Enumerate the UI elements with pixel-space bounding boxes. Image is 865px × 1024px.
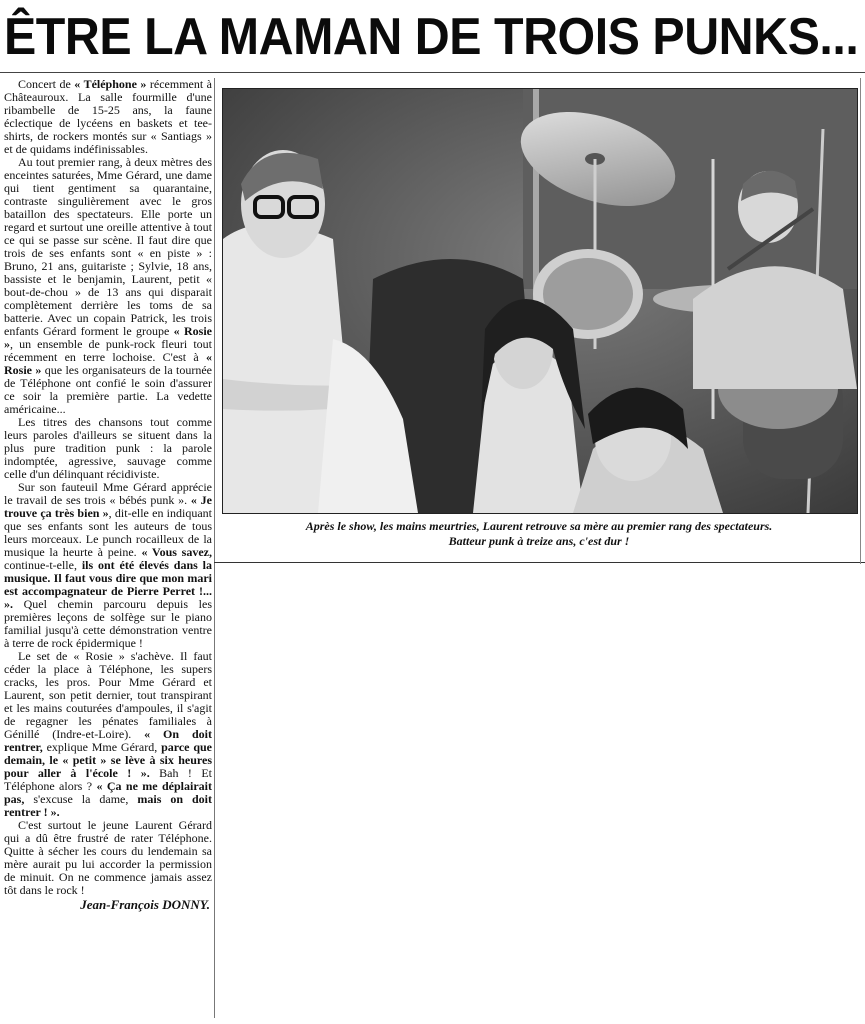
- text-run: , dit-elle en indiquant que ses enfants sont les auteurs de tous leurs morceaux. Le punch rocailleux de la musique la heurte à peine.: [4, 506, 212, 559]
- caption-line-1: Après le show, les mains meurtries, Laurent retrouve sa mère au premier rang des spectateurs.: [305, 519, 773, 533]
- text-run: s'excuse la dame,: [24, 792, 138, 806]
- section-rule: [214, 562, 865, 563]
- article-paragraph: [4, 78, 212, 156]
- bold-quote: « Ça ne me déplairait pas,: [4, 779, 212, 806]
- text-run: continue-t-elle,: [4, 558, 82, 572]
- bold-quote: parce que demain, le « petit » se lève à six heures pour aller à l'école ! ».: [4, 740, 212, 780]
- text-run: que les organisateurs de la tournée de Téléphone ont confié le soin d'assurer ce soir la première partie. La vedette américaine...: [4, 363, 212, 416]
- article-paragraph: [4, 819, 212, 897]
- text-run: , un ensemble de punk-rock fleuri tout récemment en terre lochoise. C'est à: [4, 337, 212, 364]
- article-paragraph: [4, 481, 212, 650]
- text-run: Les titres des chansons tout comme leurs paroles d'ailleurs se situent dans la plus pure tradition punk : la parole indomptée, agressive, sauvage comme celle d'un délinquant récidiviste.: [4, 415, 212, 481]
- article-paragraph: [4, 650, 212, 819]
- text-run: Sur son fauteuil Mme Gérard apprécie le travail de ses trois « bébés punk ».: [4, 480, 212, 507]
- text-run: C'est surtout le jeune Laurent Gérard qui a dû être frustré de rater Téléphone. Quitte à sécher les cours du lendemain sa mère aurait pu lui accorder la permission de minuit. On ne commence jamais assez tôt dans le rock !: [4, 818, 212, 897]
- bold-quote: « On doit rentrer,: [4, 727, 212, 754]
- bold-quote: « Téléphone »: [74, 78, 147, 91]
- text-run: Concert de: [18, 78, 75, 91]
- text-run: Bah ! Et Téléphone alors ?: [4, 766, 212, 793]
- bold-quote: « Rosie »: [4, 350, 212, 377]
- concert-photo: [222, 88, 858, 514]
- bold-quote: « Rosie »: [4, 324, 212, 351]
- right-column-divider: [860, 78, 861, 564]
- text-run: Au tout premier rang, à deux mètres des enceintes saturées, Mme Gérard, une dame qui tient gentiment sa quarantaine, contraste singulièrement avec le gros bataillon des spectateurs. Elle porte un regard et surtout une oreille attentive à tout ce qui se passe sur scène. Il faut dire que trois de ses enfants sont « en piste » : Bruno, 21 ans, guitariste ; Sylvie, 18 ans, bassiste et le benjamin, Laurent, petit « bout-de-chou » de 13 ans qui disparait complètement derrière les toms de sa batterie. Avec un copain Patrick, les trois enfants Gérard forment le groupe: [4, 155, 212, 338]
- text-run: Quel chemin parcouru depuis les premières leçons de solfège sur le piano familial jusqu'à cette démonstration ventre à terre de rock épidermique !: [4, 597, 212, 650]
- top-rule: [0, 72, 865, 73]
- text-run: explique Mme Gérard,: [42, 740, 162, 754]
- article-paragraphs: [4, 78, 212, 897]
- photo-caption: [222, 519, 856, 553]
- article-paragraph: [4, 416, 212, 481]
- bold-quote: mais on doit rentrer ! ».: [4, 792, 212, 819]
- article-body: [4, 78, 212, 1018]
- bold-quote: « Je trouve ça très bien »: [4, 493, 212, 520]
- bold-quote: ils ont été élevés dans la musique. Il faut vous dire que mon mari est accompagnateur de Pierre Perret !... ».: [4, 558, 212, 611]
- byline: Jean-François DONNY.: [80, 897, 210, 912]
- text-run: Le set de « Rosie » s'achève. Il faut céder la place à Téléphone, les supers cracks, les pros. Pour Mme Gérard et Laurent, son petit dernier, tout transpirant et les mains couturées d'ampoules, il s'agit de regagner les pénates familiales à Génillé (Indre-et-Loire).: [4, 649, 212, 741]
- text-run: récemment à Châteauroux. La salle fourmille d'une ribambelle de 15-25 ans, la faune éclectique de lycéens en baskets et tee-shirts, de rockers montés sur « Santiags » et de quidams indéfinissables.: [4, 78, 212, 156]
- column-divider: [214, 78, 215, 1018]
- article-paragraph: [4, 156, 212, 416]
- concert-photo-icon: [223, 89, 857, 513]
- bold-quote: « Vous savez,: [141, 545, 212, 559]
- caption-line-2: Batteur punk à treize ans, c'est dur !: [448, 534, 630, 548]
- headline: ÊTRE LA MAMAN DE TROIS PUNKS...: [4, 8, 859, 66]
